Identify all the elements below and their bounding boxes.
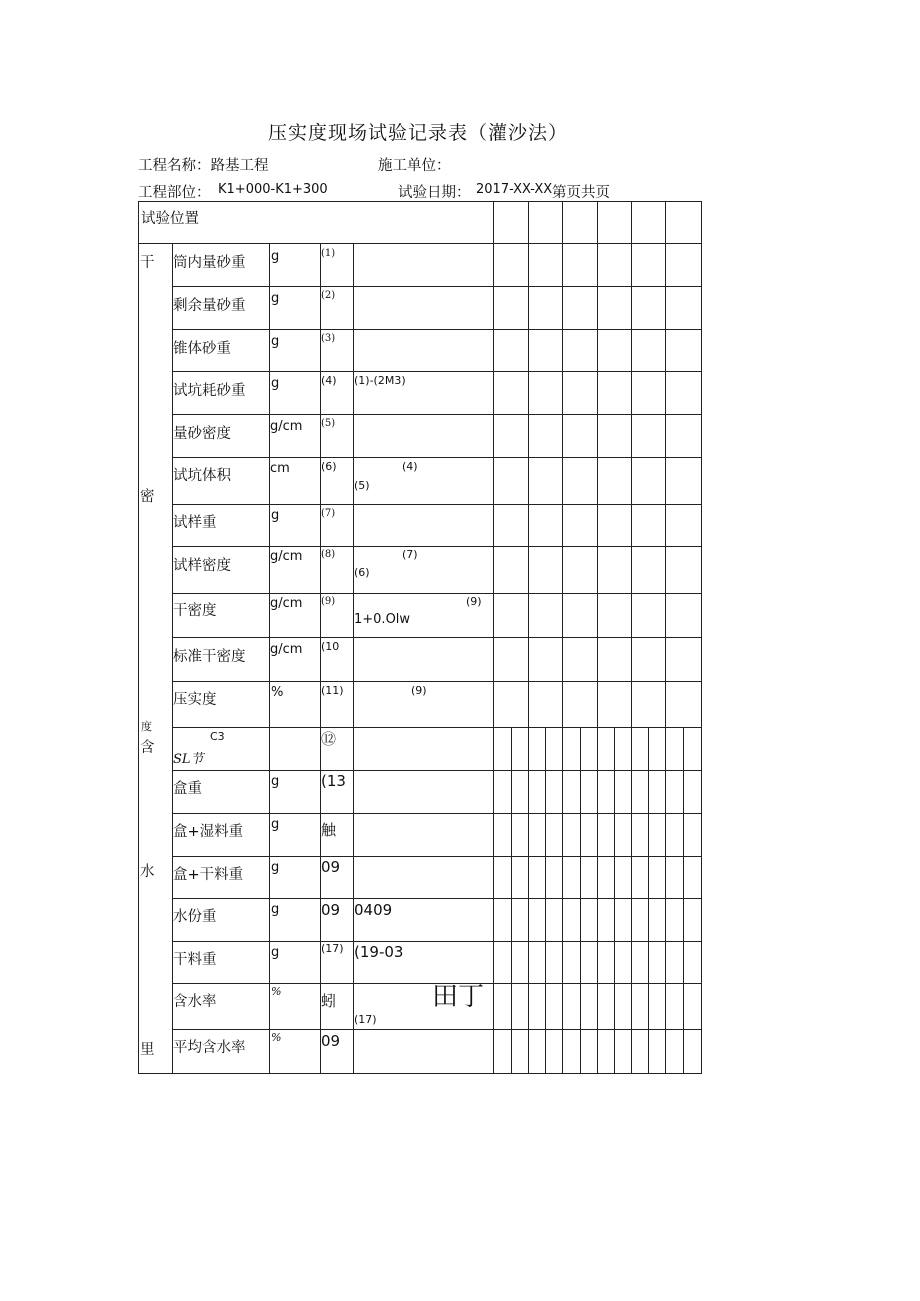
row-formula: (1)-(2M3) bbox=[354, 374, 406, 387]
row-code: 09 bbox=[321, 901, 341, 919]
density-group-char: 干 bbox=[140, 255, 155, 271]
table-rule bbox=[172, 371, 702, 372]
table-rule bbox=[172, 770, 702, 771]
row-formula-bottom: 1+0.Olw bbox=[354, 612, 411, 627]
row-unit: g/cm bbox=[270, 642, 303, 657]
row-unit: g/cm bbox=[270, 596, 303, 611]
row-formula-top: (4) bbox=[402, 460, 418, 473]
page-title: 压实度现场试验记录表（灌沙法） bbox=[268, 122, 569, 144]
row-code: (2) bbox=[321, 290, 336, 301]
table-rule bbox=[683, 727, 684, 1074]
table-rule bbox=[172, 813, 702, 814]
table-rule bbox=[493, 201, 494, 728]
row-name: 含水率 bbox=[173, 994, 217, 1010]
row-unit: g bbox=[271, 817, 280, 832]
row-name: 干料重 bbox=[173, 952, 217, 968]
table-rule bbox=[138, 1073, 702, 1074]
row-code: (5) bbox=[321, 418, 336, 429]
table-rule bbox=[172, 1029, 702, 1030]
row-code: (17) bbox=[321, 942, 344, 955]
table-rule bbox=[172, 898, 702, 899]
row-code: (11) bbox=[321, 684, 344, 697]
project-name: 工程名称：路基工程 bbox=[138, 158, 269, 174]
row-code: (9) bbox=[321, 596, 336, 607]
row-name: 锥体砂重 bbox=[173, 341, 231, 357]
table-rule bbox=[493, 727, 494, 1074]
table-rule bbox=[172, 727, 702, 728]
row-name: 压实度 bbox=[173, 692, 217, 708]
table-rule bbox=[528, 727, 529, 1074]
row-code: (10 bbox=[321, 640, 340, 653]
row-unit: % bbox=[271, 685, 284, 700]
row-name bbox=[173, 748, 204, 767]
row-code: ⑫ bbox=[321, 730, 337, 748]
table-rule bbox=[528, 201, 529, 728]
row-name: 盒+干料重 bbox=[173, 867, 244, 883]
table-rule bbox=[138, 201, 702, 202]
table-rule bbox=[172, 941, 702, 942]
table-rule bbox=[545, 727, 546, 1074]
row-formula: (9) bbox=[411, 684, 427, 697]
row-unit: g bbox=[271, 249, 280, 264]
table-rule bbox=[631, 201, 632, 728]
row-code: (1) bbox=[321, 248, 336, 259]
project-part-label: 工程部位： bbox=[138, 185, 211, 201]
row-formula-big: 田丁 bbox=[432, 982, 485, 1012]
row-name: 标准干密度 bbox=[173, 649, 246, 665]
row-formula: (19-03 bbox=[354, 943, 404, 961]
table-rule bbox=[138, 201, 139, 1074]
row-unit: % bbox=[271, 1031, 282, 1044]
table-rule bbox=[631, 727, 632, 1074]
row-formula-top: (9) bbox=[466, 595, 482, 608]
row-formula-bottom: (6) bbox=[354, 566, 370, 579]
table-rule bbox=[269, 243, 270, 1074]
position-label: 试验位置 bbox=[141, 211, 199, 227]
row-name: 剩余量砂重 bbox=[173, 298, 246, 314]
table-rule bbox=[648, 727, 649, 1074]
row-name: 干密度 bbox=[173, 603, 217, 619]
row-code: (4) bbox=[321, 374, 337, 387]
row-unit: g bbox=[271, 334, 280, 349]
row-code: 09 bbox=[321, 858, 341, 876]
page-info: 第页共页 bbox=[552, 185, 610, 201]
table-rule bbox=[562, 727, 563, 1074]
row-unit: g bbox=[271, 902, 280, 917]
row-unit: g/cm bbox=[270, 419, 303, 434]
row-name: 盒重 bbox=[173, 781, 202, 797]
row-unit: g bbox=[271, 291, 280, 306]
row-formula-top: (7) bbox=[402, 548, 418, 561]
row-code: (13 bbox=[321, 772, 346, 790]
table-rule bbox=[172, 546, 702, 547]
row-name-text: SL节 bbox=[173, 752, 204, 767]
row-name: 试坑耗砂重 bbox=[173, 383, 246, 399]
row-name: 试坑体积 bbox=[173, 468, 231, 484]
row-code: 触 bbox=[321, 821, 337, 839]
test-date-label: 试验日期： bbox=[398, 185, 471, 201]
row-unit: g bbox=[271, 508, 280, 523]
row-unit: % bbox=[271, 985, 282, 998]
table-rule bbox=[511, 727, 512, 1074]
row-name: 试样密度 bbox=[173, 558, 231, 574]
table-rule bbox=[172, 637, 702, 638]
moisture-group-char: 含 bbox=[140, 740, 155, 756]
test-date-value: 2017-XX-XX bbox=[476, 182, 553, 197]
row-code: 蚓 bbox=[321, 992, 337, 1010]
project-part-value: K1+000-K1+300 bbox=[218, 182, 328, 197]
table-rule bbox=[172, 593, 702, 594]
row-unit: g bbox=[271, 376, 280, 391]
table-rule bbox=[580, 727, 581, 1074]
table-rule bbox=[172, 286, 702, 287]
row-name: 平均含水率 bbox=[173, 1040, 246, 1056]
row-unit: g bbox=[271, 860, 280, 875]
row-code: (7) bbox=[321, 508, 336, 519]
table-rule bbox=[172, 504, 702, 505]
row-formula: 0409 bbox=[354, 901, 393, 919]
row-code: 09 bbox=[321, 1032, 341, 1050]
table-rule bbox=[614, 727, 615, 1074]
table-rule bbox=[665, 201, 666, 728]
row-name: 筒内量砂重 bbox=[173, 255, 246, 271]
row-code: (3) bbox=[321, 333, 336, 344]
row-code: (8) bbox=[321, 549, 336, 560]
table-rule bbox=[597, 727, 598, 1074]
row-unit: g bbox=[271, 945, 280, 960]
table-rule bbox=[172, 329, 702, 330]
row-unit: g bbox=[271, 774, 280, 789]
table-rule bbox=[665, 727, 666, 1074]
row-formula-bottom: (5) bbox=[354, 479, 370, 492]
row-name-top: C3 bbox=[210, 730, 225, 743]
table-rule bbox=[562, 201, 563, 728]
row-name: 水份重 bbox=[173, 909, 217, 925]
row-unit: cm bbox=[270, 461, 290, 476]
density-group-char: 密 bbox=[140, 489, 155, 505]
row-code: (6) bbox=[321, 460, 337, 473]
row-formula-bottom: (17) bbox=[354, 1013, 377, 1026]
table-rule bbox=[172, 856, 702, 857]
row-name: 盒+湿料重 bbox=[173, 824, 244, 840]
table-rule bbox=[597, 201, 598, 728]
moisture-group-char: 水 bbox=[140, 864, 155, 880]
density-group-char: 度 bbox=[141, 720, 152, 733]
row-unit: g/cm bbox=[270, 549, 303, 564]
row-name: 量砂密度 bbox=[173, 426, 231, 442]
table-rule bbox=[172, 457, 702, 458]
construction-unit: 施工单位： bbox=[378, 158, 451, 174]
table-rule bbox=[172, 414, 702, 415]
moisture-group-char: 里 bbox=[140, 1042, 155, 1058]
row-name: 试样重 bbox=[173, 515, 217, 531]
table-rule bbox=[172, 681, 702, 682]
table-rule bbox=[138, 243, 702, 244]
